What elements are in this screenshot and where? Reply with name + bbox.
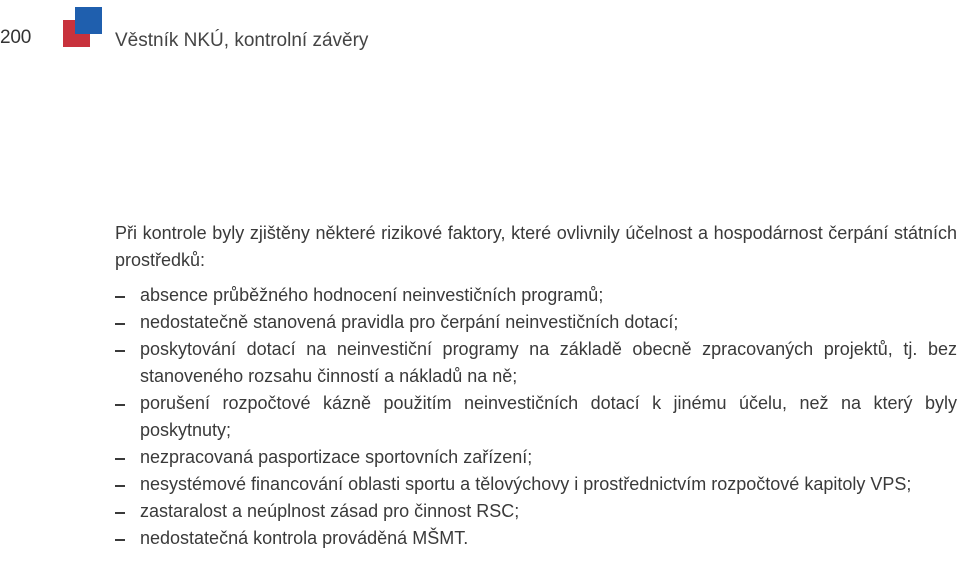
logo-blue-square <box>75 7 102 34</box>
list-item: nesystémové financování oblasti sportu a tělovýchovy i prostřednictvím rozpočtové kapitoly VPS; <box>140 474 912 494</box>
list-item: nedostatečná kontrola prováděná MŠMT. <box>140 528 469 548</box>
list-item: poskytování dotací na neinvestiční programy na základě obecně zpracovaných projektů, tj. bez stanoveného rozsahu činností a nákladů na ně; <box>140 339 957 386</box>
list-item: nedostatečně stanovená pravidla pro čerpání neinvestičních dotací; <box>140 312 679 332</box>
list-item: zastaralost a neúplnost zásad pro činnost RSC; <box>140 501 520 521</box>
intro-paragraph: Při kontrole byly zjištěny některé rizikové faktory, které ovlivnily účelnost a hospodárnost čerpání státních prostředků: <box>115 223 957 270</box>
list-item: porušení rozpočtové kázně použitím neinvestičních dotací k jinému účelu, než na který byly poskytnuty; <box>140 393 957 440</box>
list-item: absence průběžného hodnocení neinvestičních programů; <box>140 285 604 305</box>
risk-factor-list <box>115 282 957 552</box>
nku-logo <box>63 7 103 47</box>
header-title: Věstník NKÚ, kontrolní závěry <box>115 30 369 51</box>
page-number: 200 <box>0 27 32 48</box>
list-item: nezpracovaná pasportizace sportovních zařízení; <box>140 447 533 467</box>
